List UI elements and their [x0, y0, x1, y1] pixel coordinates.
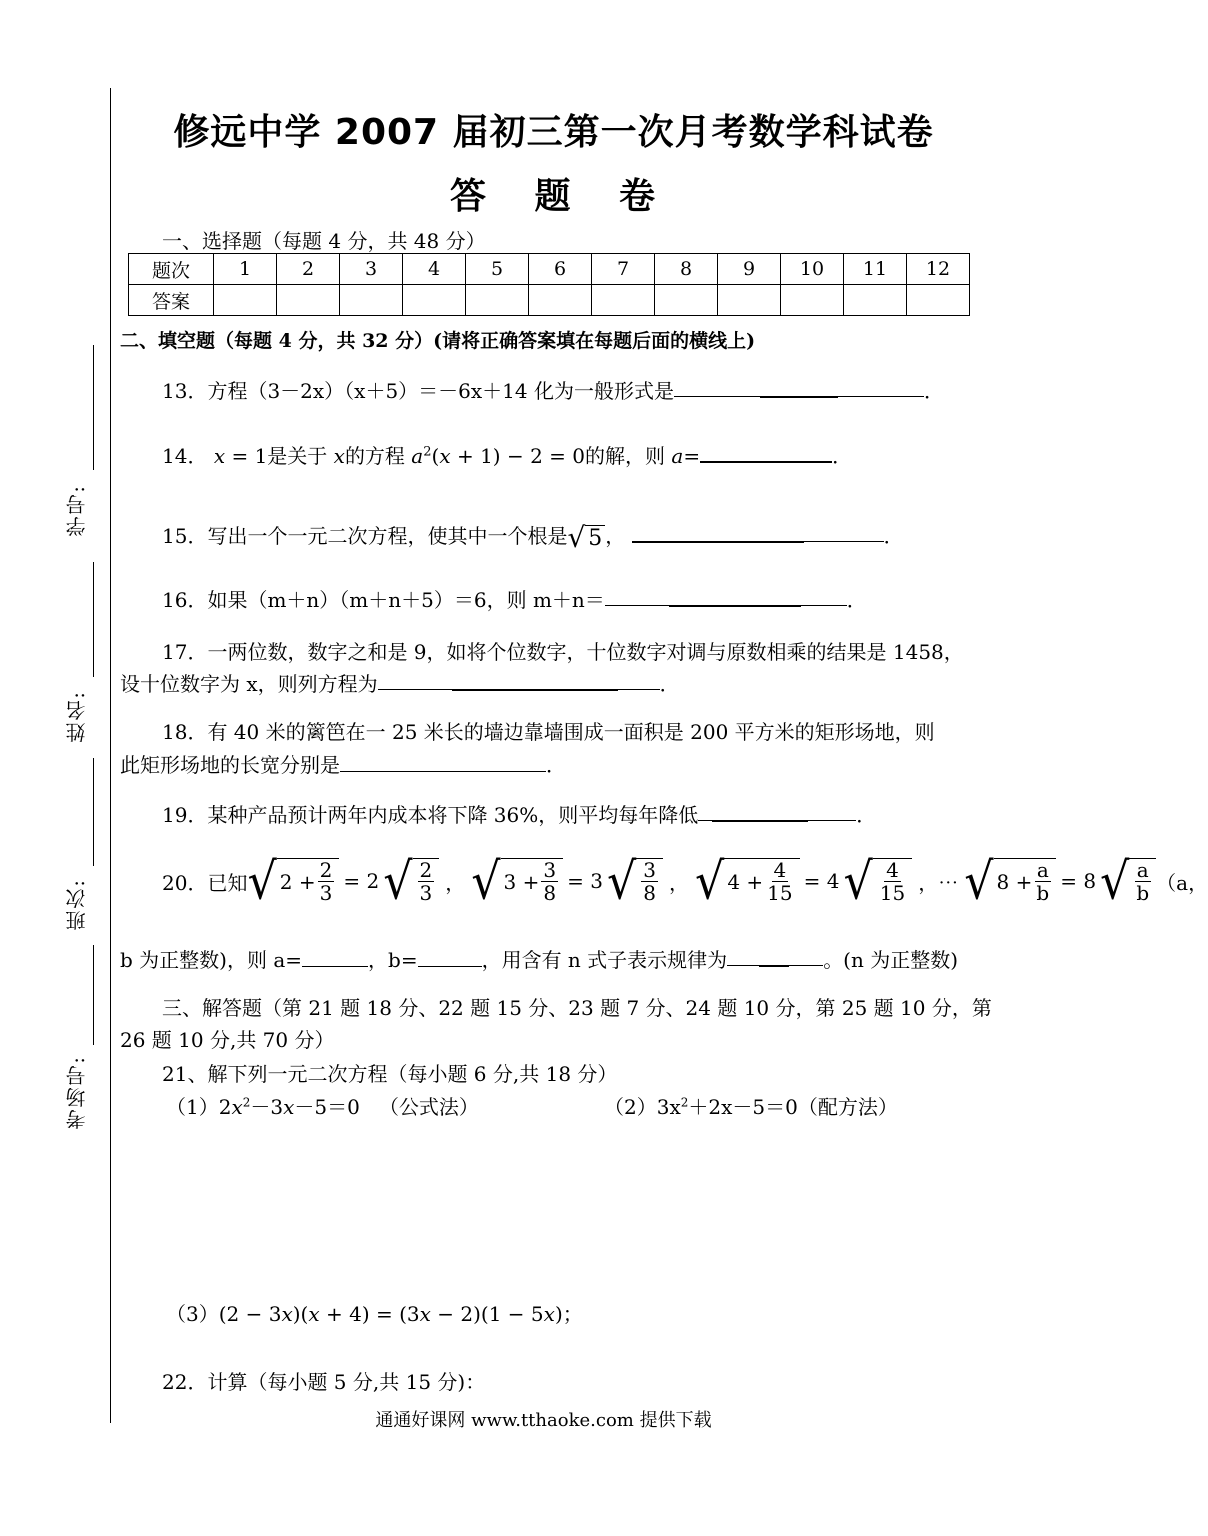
question-number: 1 — [214, 254, 277, 285]
answer-cell[interactable] — [844, 285, 907, 316]
name-blank — [93, 562, 94, 677]
q14-text-c: 的解，则 — [585, 444, 666, 468]
id-blank — [93, 345, 94, 470]
q20-tail: （a， — [1156, 870, 1208, 895]
question-number: 10 — [781, 254, 844, 285]
answer-cell[interactable] — [214, 285, 277, 316]
q13-answer-blank[interactable] — [674, 378, 924, 397]
section2-heading: 二、填空题（每题 4 分，共 32 分）(请将正确答案填在每题后面的横线上) — [120, 330, 756, 352]
section3-heading-line1: 三、解答题（第 21 题 18 分、22 题 15 分、23 题 7 分、24 题 10 分，第 25 题 10 分，第 — [162, 996, 992, 1020]
q20-a-blank[interactable] — [302, 948, 368, 967]
question-number: 4 — [403, 254, 466, 285]
section1-heading: 一、选择题（每题 4 分，共 48 分） — [162, 229, 486, 253]
q18-answer-blank[interactable] — [340, 753, 546, 772]
question-20-line1: 20．已知 √ 2 + $\frac{2}{3}$ = 2 √ $\frac{2}{3}$ ， √ 3 + $\frac{3}{8}$ = 3 √ $\frac{3}{8}$ ， √ 4 + $\frac{4}{15}$ = 4 √ $\frac{4}{15}$ ，⋯ √ 8 + $\frac{a}{b}$ = 8 √ $\frac{a}{b}$ （a， — [162, 851, 1208, 911]
q20-text: 20．已知 — [162, 870, 248, 895]
q20-text-c: ，用含有 n 式子表示规律为 — [481, 948, 728, 972]
page-subtitle: 答 题 卷 — [449, 176, 674, 217]
answer-cell[interactable] — [718, 285, 781, 316]
question-22: 22．计算（每小题 5 分,共 15 分)： — [162, 1370, 486, 1394]
q21-1-label: （1） — [166, 1095, 219, 1119]
answer-cell[interactable] — [529, 285, 592, 316]
q15-text: 15．写出一个一元二次方程，使其中一个根是 — [162, 524, 568, 548]
q21-2-label: （2） — [604, 1095, 657, 1119]
class-label: 班次: — [65, 878, 89, 931]
question-17-line1: 17．一两位数，数字之和是 9，如将个位数字，十位数字对调与原数相乘的结果是 1458， — [162, 640, 964, 664]
table-row — [129, 254, 970, 285]
q16-answer-blank[interactable] — [605, 587, 847, 606]
table-row — [129, 285, 970, 316]
exam-room-label: 考场号: — [65, 1055, 89, 1130]
q20-text-a: b 为正整数)，则 a= — [120, 948, 303, 972]
q14-answer-blank[interactable] — [700, 443, 832, 463]
q17-text: 设十位数字为 x，则列方程为 — [120, 672, 378, 696]
q14-text-a: 是关于 — [267, 444, 328, 468]
question-18-line2: 此矩形场地的长宽分别是 ． — [120, 753, 566, 777]
q20-b-blank[interactable] — [418, 948, 482, 967]
question-20-line2 — [120, 944, 958, 973]
question-16: 16．如果（m＋n）（m＋n＋5）＝6，则 m＋n＝ ． — [162, 588, 867, 612]
page-title: 修远中学 2007 届初三第一次月考数学科试卷 — [173, 112, 934, 153]
question-17-line2: 设十位数字为 x，则列方程为 ． — [120, 672, 680, 696]
question-number: 11 — [844, 254, 907, 285]
student-id-label: 学号: — [65, 484, 89, 537]
q20-text-d: 。(n 为正整数) — [823, 948, 959, 972]
q21-2-method: （配方法） — [797, 1095, 898, 1119]
row-header-answer: 答案 — [129, 285, 214, 316]
question-21: 21、解下列一元二次方程（每小题 6 分,共 18 分） — [162, 1062, 618, 1086]
q16-text: 16．如果（m＋n）（m＋n＋5）＝6，则 m＋n＝ — [162, 588, 605, 612]
q20-text-b: ，b= — [368, 948, 418, 972]
question-14: 14． x = 1是关于 x的方程 $a^2(x + 1) - 2 = 0$的解，则 a= ． — [162, 444, 853, 468]
answer-cell[interactable] — [466, 285, 529, 316]
class-blank — [93, 758, 94, 866]
answer-cell[interactable] — [403, 285, 466, 316]
question-13: 13．方程（3－2x）（x＋5）＝－6x＋14 化为一般形式是 ． — [162, 379, 944, 403]
answer-cell[interactable] — [592, 285, 655, 316]
answer-cell[interactable] — [277, 285, 340, 316]
question-number: 7 — [592, 254, 655, 285]
row-header-number: 题次 — [129, 254, 214, 285]
answer-table — [128, 253, 970, 316]
question-number: 3 — [340, 254, 403, 285]
question-number: 12 — [907, 254, 970, 285]
answer-cell[interactable] — [781, 285, 844, 316]
q13-text: 13．方程（3－2x）（x＋5）＝－6x＋14 化为一般形式是 — [162, 379, 674, 403]
q19-answer-blank[interactable] — [698, 802, 856, 821]
answer-cell[interactable] — [907, 285, 970, 316]
binding-line — [110, 88, 111, 1423]
q21-1-method: （公式法） — [378, 1095, 479, 1119]
question-number: 2 — [277, 254, 340, 285]
q20-rule-blank[interactable] — [727, 947, 823, 966]
room-blank — [93, 945, 94, 1045]
q21-3-label: （3） — [166, 1302, 219, 1326]
question-21-2: $(2)3x^2+2x-5=0$（配方法） — [604, 1095, 898, 1119]
q14-text-b: 的方程 — [344, 444, 405, 468]
question-number: 9 — [718, 254, 781, 285]
question-number: 8 — [655, 254, 718, 285]
question-21-1: $(1)2x^2-3x-5=0$ （公式法） — [166, 1095, 479, 1119]
question-21-3: （3）(2 − 3x)(x + 4) = (3x − 2)(1 − 5x)； — [166, 1302, 583, 1326]
footer-text: 通通好课网 www.tthaoke.com 提供下载 — [375, 1410, 712, 1431]
section3-heading-line2: 26 题 10 分,共 70 分） — [120, 1028, 335, 1052]
q18-text: 此矩形场地的长宽分别是 — [120, 753, 340, 777]
question-number: 5 — [466, 254, 529, 285]
question-15: 15．写出一个一元二次方程，使其中一个根是 √ 5 ， ． — [162, 521, 904, 554]
answer-cell[interactable] — [340, 285, 403, 316]
q15-answer-blank[interactable] — [632, 523, 884, 542]
question-18-line1: 18．有 40 米的篱笆在一 25 米长的墙边靠墙围成一面积是 200 平方米的矩形场地，则 — [162, 720, 935, 744]
q14-number: 14． — [162, 444, 208, 468]
question-19: 19．某种产品预计两年内成本将下降 36%，则平均每年降低 ． — [162, 803, 877, 827]
q19-text: 19．某种产品预计两年内成本将下降 36%，则平均每年降低 — [162, 803, 699, 827]
answer-cell[interactable] — [655, 285, 718, 316]
question-number: 6 — [529, 254, 592, 285]
q17-answer-blank[interactable] — [378, 671, 660, 690]
name-label: 姓名: — [65, 690, 89, 743]
